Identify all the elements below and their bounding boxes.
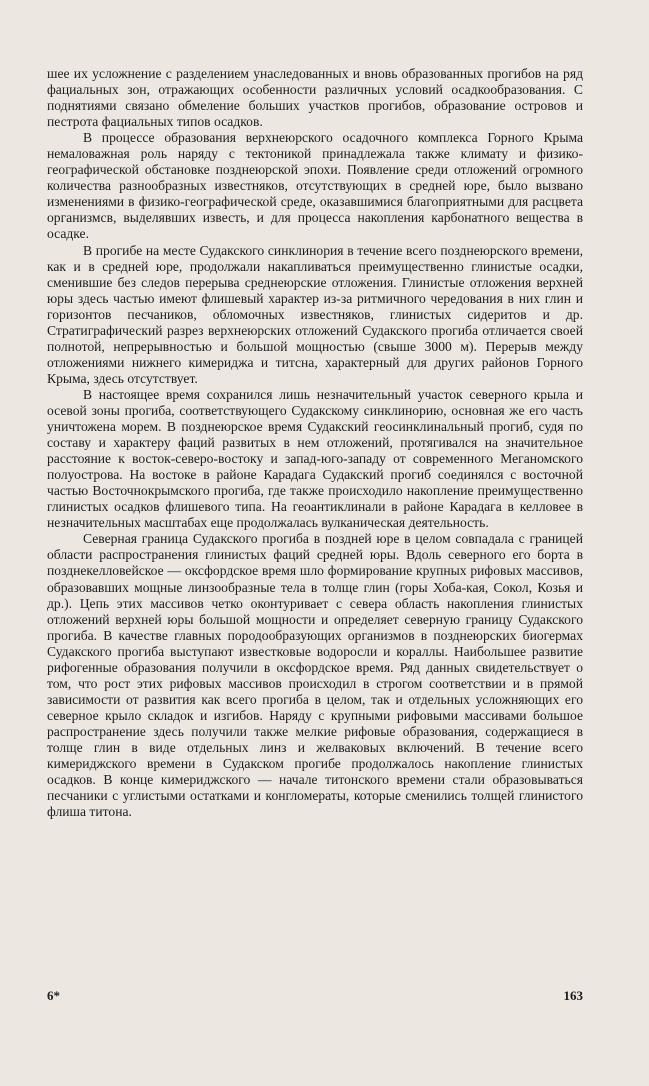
body-text [47, 66, 583, 820]
paragraph-continued: шее их усложнение с разделением унаследованных и вновь образованных прогибов на ряд фациальных зон, отражающих особенности различных условий осадкообразования. С поднятиями связано обмеление больших участков прогибов, образование островов и пестрота фациальных типов осадков. [47, 66, 583, 130]
printer-signature-mark: 6* [47, 988, 60, 1003]
page-footer [47, 988, 583, 1004]
paragraph: В прогибе на месте Судакского синклинория в течение всего позднеюрского времени, как и в средней юре, продолжали накапливаться преимущественно глинистые осадки, сменившие без следов перерыва среднеюрские отложения. Глинистые отложения верхней юры здесь частью имеют флишевый характер из-за ритмичного чередования в них глин и горизонтов песчаников, обломочных известняков, глинистых сидеритов и др. Стратиграфический разрез верхнеюрских отложений Судакского прогиба отличается своей полнотой, непрерывностью и большой мощностью (свыше 3000 м). Перерыв между отложениями нижнего кимериджа и титсна, характерный для других районов Горного Крыма, здесь отсутствует. [47, 242, 583, 386]
page-number: 163 [563, 988, 583, 1003]
paragraph: Северная граница Судакского прогиба в поздней юре в целом совпадала с границей области распространения глинистых фаций средней юры. Вдоль северного его борта в позднекелловейское — оксфордское время шло формирование крупных рифовых массивов, образовавших мощные линзообразные тела в толще глин (горы Хоба-кая, Сокол, Козья и др.). Цепь этих массивов четко оконтуривает с севера область накопления глинистых отложений верхней юры большой мощности и определяет северную границу Судакского прогиба. В качестве главных породообразующих организмов в позднеюрских биогермах Судакского прогиба выступают известковые водоросли и кораллы. Наибольшее развитие рифогенные образования получили в оксфордское время. Ряд данных свидетельствует о том, что рост этих рифовых массивов происходил в строгом соответствии и в прямой зависимости от развития как всего прогиба в целом, так и отдельных усложняющих его северное крыло складок и изгибов. Наряду с крупными рифовыми массивами большое распространение здесь получили также мелкие рифовые образования, содержащиеся в толще глин в виде отдельных линз и желваковых включений. В течение всего кимериджского времени в Судакском прогибе продолжалось накопление глинистых осадков. В конце кимериджского — начале титонского времени стали образовываться песчаники с углистыми остатками и конгломераты, которые сменились толщей глинистого флиша титона. [47, 531, 583, 820]
paragraph: В процессе образования верхнеюрского осадочного комплекса Горного Крыма немаловажная роль наряду с тектоникой принадлежала также климату и физико-географической обстановке позднеюрской эпохи. Появление среди отложений огромного количества разнообразных известняков, отсутствующих в средней юре, было вызвано изменениями в физико-географической среде, оказавшимися благоприятными для расцвета организмсв, выделявших известь, и для процесса накопления карбонатного вещества в осадке. [47, 130, 583, 242]
paragraph: В настоящее время сохранился лишь незначительный участок северного крыла и осевой зоны прогиба, соответствующего Судакскому синклинорию, основная же его часть уничтожена морем. В позднеюрское время Судакский геосинклинальный прогиб, судя по составу и характеру фаций развитых в нем отложений, протягивался на значительное расстояние к восток-северо-востоку и запад-юго-западу от современного Меганомского полуострова. На востоке в районе Карадага Судакский прогиб соединялся с восточной частью Восточнокрымского прогиба, где также происходило накопление преимущественно глинистых осадков флишевого типа. На геоантиклинали в районе Карадага в келловее в незначительных масштабах еще продолжалась вулканическая деятельность. [47, 386, 583, 531]
